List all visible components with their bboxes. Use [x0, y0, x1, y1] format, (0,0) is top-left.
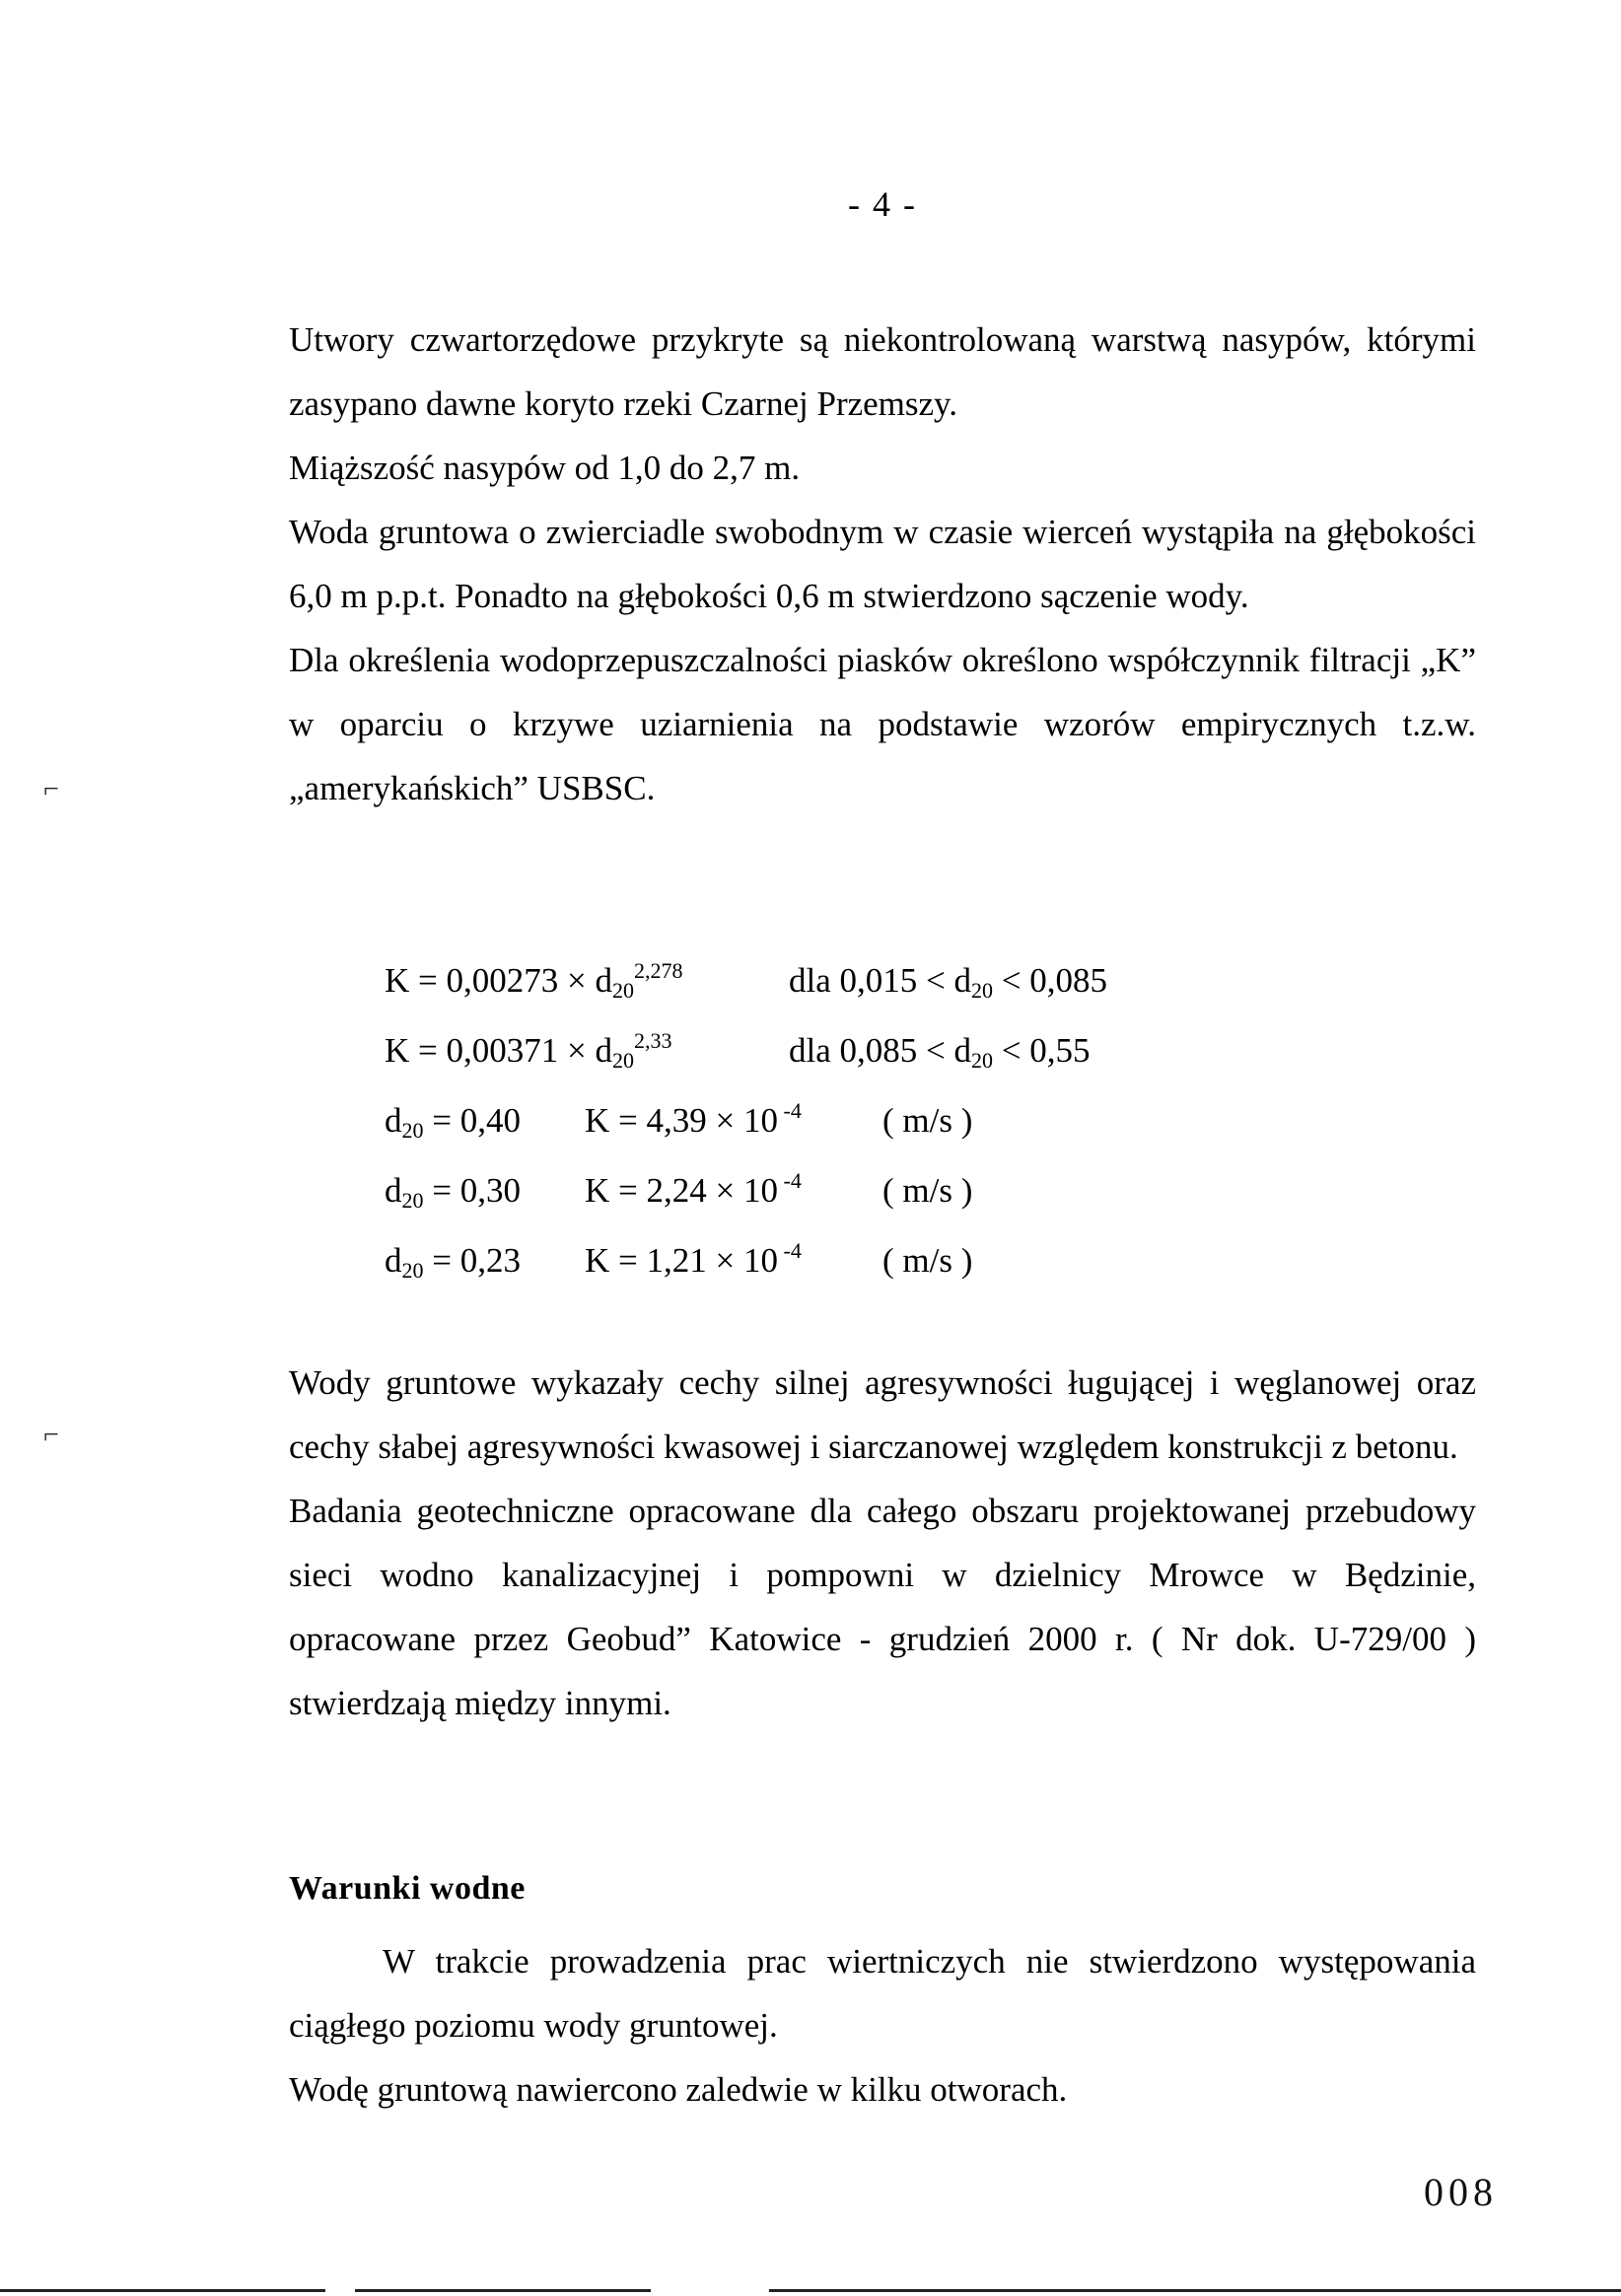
formula-k-1-lhs: K = 0,00273 × d	[385, 961, 613, 1000]
condition-1-post: < 0,085	[993, 961, 1107, 1000]
result-d-value: = 0,23	[423, 1241, 521, 1280]
formula-k-2-sub: 20	[612, 1048, 635, 1073]
condition-2-pre: dla 0,085 < d	[789, 1031, 971, 1070]
formula-k-1-sub: 20	[612, 978, 635, 1003]
condition-1-sub: 20	[971, 978, 993, 1003]
bottom-scan-line	[355, 2289, 651, 2292]
result-d-sub: 20	[401, 1258, 424, 1283]
paragraph-fill-thickness: Miąższość nasypów od 1,0 do 2,7 m.	[289, 449, 801, 487]
formula-k-2-lhs: K = 0,00371 × d	[385, 1031, 613, 1070]
result-unit: ( m/s )	[882, 1101, 973, 1140]
result-d-value: = 0,30	[423, 1171, 521, 1210]
paragraph-groundwater-level: Woda gruntowa o zwierciadle swobodnym w czasie wierceń wystąpiła na głębokości 6,0 m p.p.t. Ponadto na głębokości 0,6 m stwierdzono sączenie wody.	[289, 513, 1476, 615]
condition-2-post: < 0,55	[993, 1031, 1091, 1070]
paragraph-filtration-coefficient: Dla określenia wodoprzepuszczalności piasków określono współczynnik filtracji „K” w oparciu o krzywe uziarnienia na podstawie wzorów empirycznych t.z.w. „amerykańskich” USBSC.	[289, 641, 1476, 807]
result-k-value: K = 2,24 × 10	[585, 1171, 779, 1210]
page-stamp-number: 008	[1424, 2170, 1498, 2214]
paragraph-groundwater-boreholes: Wodę gruntową nawiercono zaledwie w kilku otworach.	[289, 2070, 1068, 2109]
result-k	[585, 1168, 802, 1211]
result-d-label: d	[385, 1171, 402, 1210]
result-d-sub: 20	[401, 1118, 424, 1143]
condition-1-pre: dla 0,015 < d	[789, 961, 971, 1000]
formula-k-1	[385, 958, 683, 1003]
result-unit: ( m/s )	[882, 1241, 973, 1280]
paragraph-geotechnical-studies: Badania geotechniczne opracowane dla całego obszaru projektowanej przebudowy sieci wodno kanalizacyjnej i pompowni w dzielnicy Mrowce w Będzinie, opracowane przez Geobud” Katowice - grudzień 2000 r. ( Nr dok. U-729/00 ) stwierdzają między innymi.	[289, 1492, 1476, 1722]
result-d-label: d	[385, 1101, 402, 1140]
result-k-exponent: -4	[778, 1098, 802, 1123]
result-row	[385, 1241, 521, 1281]
paragraph-drilling-works: W trakcie prowadzenia prac wiertniczych nie stwierdzono występowania ciągłego poziomu wody gruntowej.	[289, 1942, 1476, 2045]
result-d-value: = 0,40	[423, 1101, 521, 1140]
intro-text-block	[289, 308, 1476, 820]
formula-k-2	[385, 1028, 672, 1073]
middle-text-block	[289, 1351, 1476, 1735]
section-heading: Warunki wodne	[289, 1870, 526, 1907]
formula-k-1-exponent: 2,278	[634, 958, 683, 983]
paragraph-groundwater-aggressiveness: Wody gruntowe wykazały cechy silnej agresywności ługującej i węglanowej oraz cechy słabej agresywności kwasowej i siarczanowej względem konstrukcji z betonu.	[289, 1363, 1476, 1466]
page-number: - 4 -	[848, 184, 917, 224]
bottom-scan-line	[769, 2289, 1621, 2292]
result-k-value: K = 4,39 × 10	[585, 1101, 779, 1140]
formula-k-1-condition	[789, 961, 1107, 1001]
bottom-scan-line	[0, 2289, 325, 2292]
condition-2-sub: 20	[971, 1048, 993, 1073]
margin-scan-mark: ⌐	[43, 774, 59, 804]
paragraph-quaternary-deposits: Utwory czwartorzędowe przykryte są niekontrolowaną warstwą nasypów, którymi zasypano dawne koryto rzeki Czarnej Przemszy.	[289, 320, 1476, 423]
result-row	[385, 1101, 521, 1141]
formula-k-2-condition	[789, 1031, 1091, 1071]
result-k-exponent: -4	[778, 1238, 802, 1263]
margin-scan-mark: ⌐	[43, 1420, 59, 1450]
result-d-label: d	[385, 1241, 402, 1280]
result-row	[385, 1171, 521, 1211]
result-k-exponent: -4	[778, 1168, 802, 1193]
result-unit: ( m/s )	[882, 1171, 973, 1210]
result-k	[585, 1098, 802, 1141]
formula-k-2-exponent: 2,33	[634, 1028, 672, 1053]
bottom-text-block	[289, 1929, 1476, 2122]
result-k	[585, 1238, 802, 1281]
result-d-sub: 20	[401, 1188, 424, 1213]
result-k-value: K = 1,21 × 10	[585, 1241, 779, 1280]
